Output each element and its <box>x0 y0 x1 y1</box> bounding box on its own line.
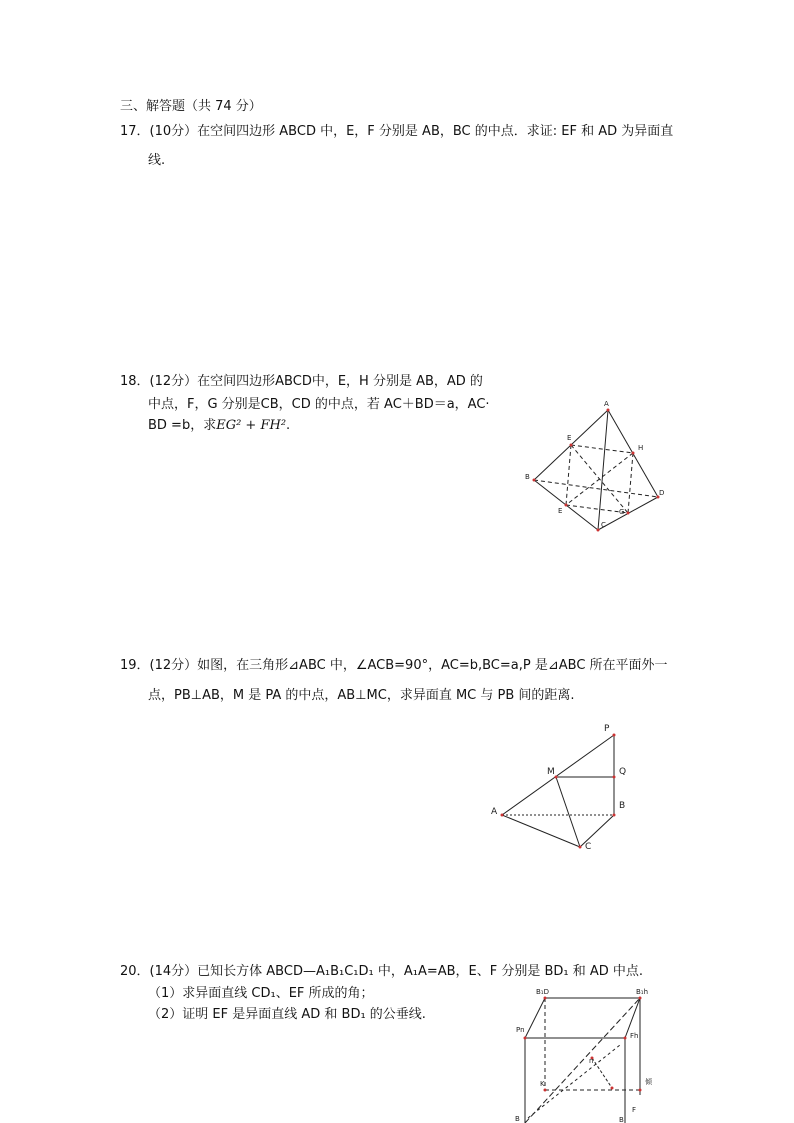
edge-ap <box>502 735 614 815</box>
label-b1h: B₁h <box>636 988 649 996</box>
edge-ac <box>502 815 580 847</box>
question-20-part-1: （1）求异面直线 CD₁、EF 所成的角； <box>148 986 374 1001</box>
label-qing: 倾 <box>645 1078 652 1086</box>
label-b3: B <box>515 1115 520 1123</box>
question-18-line-3-prefix: BD =b，求 <box>148 418 217 433</box>
question-18-line-2: 中点，F，G 分别是CB，CD 的中点，若 AC＋BD＝a，AC· <box>148 397 490 412</box>
label-pn: Pn <box>516 1026 525 1034</box>
question-18-line-1: 18．(12分）在空间四边形ABCD中，E，H 分别是 AB，AD 的 <box>120 374 483 389</box>
tetrahedron-figure <box>533 409 660 532</box>
pyramid-figure <box>501 734 616 849</box>
label-c2: C <box>585 842 592 852</box>
segment-eh <box>571 445 633 453</box>
label-h: H <box>638 444 644 452</box>
label-n: n <box>589 1057 594 1065</box>
edge-top-left <box>525 998 545 1038</box>
diagonal-fh <box>566 453 633 505</box>
label-f: E <box>558 507 563 515</box>
question-19-line-2: 点，PB⊥AB，M 是 PA 的中点，AB⊥MC，求异面直 MC 与 PB 间的距离. <box>148 688 575 703</box>
label-m: M <box>547 767 555 777</box>
label-g: G <box>619 508 625 516</box>
label-p: P <box>604 724 610 734</box>
label-f3: F <box>632 1106 637 1114</box>
label-b1d: B₁D <box>536 988 549 996</box>
question-20-line-1: 20．(14分）已知长方体 ABCD—A₁B₁C₁D₁ 中，A₁A=AB，E、F 分别是 BD₁ 和 AD 中点. <box>120 964 644 979</box>
label-fh: Fh <box>630 1032 639 1040</box>
label-q: Q <box>619 767 627 777</box>
question-18-formula: EG² + FH² <box>216 418 287 433</box>
question-17-line-2: 线. <box>148 153 166 168</box>
edge-ac <box>598 410 608 530</box>
label-b2: B <box>619 801 626 811</box>
label-e: E <box>567 434 572 442</box>
question-17-line-1: 17．(10分）在空间四边形 ABCD 中，E，F 分别是 AB，BC 的中点．求证: EF 和 AD 为异面直 <box>120 124 674 139</box>
label-k: K <box>540 1080 545 1088</box>
question-20-part-2: （2）证明 EF 是异面直线 AD 和 BD₁ 的公垂线. <box>148 1007 426 1022</box>
segment-hg <box>628 453 633 513</box>
label-d: D <box>659 489 665 497</box>
label-a2: A <box>491 807 498 817</box>
diagonal-bd1 <box>525 998 640 1123</box>
label-b4: B <box>619 1116 624 1123</box>
label-c: C <box>601 521 606 529</box>
question-19-line-1: 19．(12分）如图，在三角形⊿ABC 中，∠ACB=90°，AC=b,BC=a,P 是⊿ABC 所在平面外一 <box>120 658 668 673</box>
question-18-line-3-suffix: . <box>286 418 291 433</box>
label-a: A <box>604 400 609 408</box>
section-title: 三、解答题（共 74 分） <box>120 99 262 114</box>
segment-ef <box>566 445 571 505</box>
cuboid-figure <box>524 997 642 1123</box>
segment-mc <box>556 777 580 847</box>
label-b: B <box>525 473 530 481</box>
segment-ef <box>592 1058 612 1088</box>
